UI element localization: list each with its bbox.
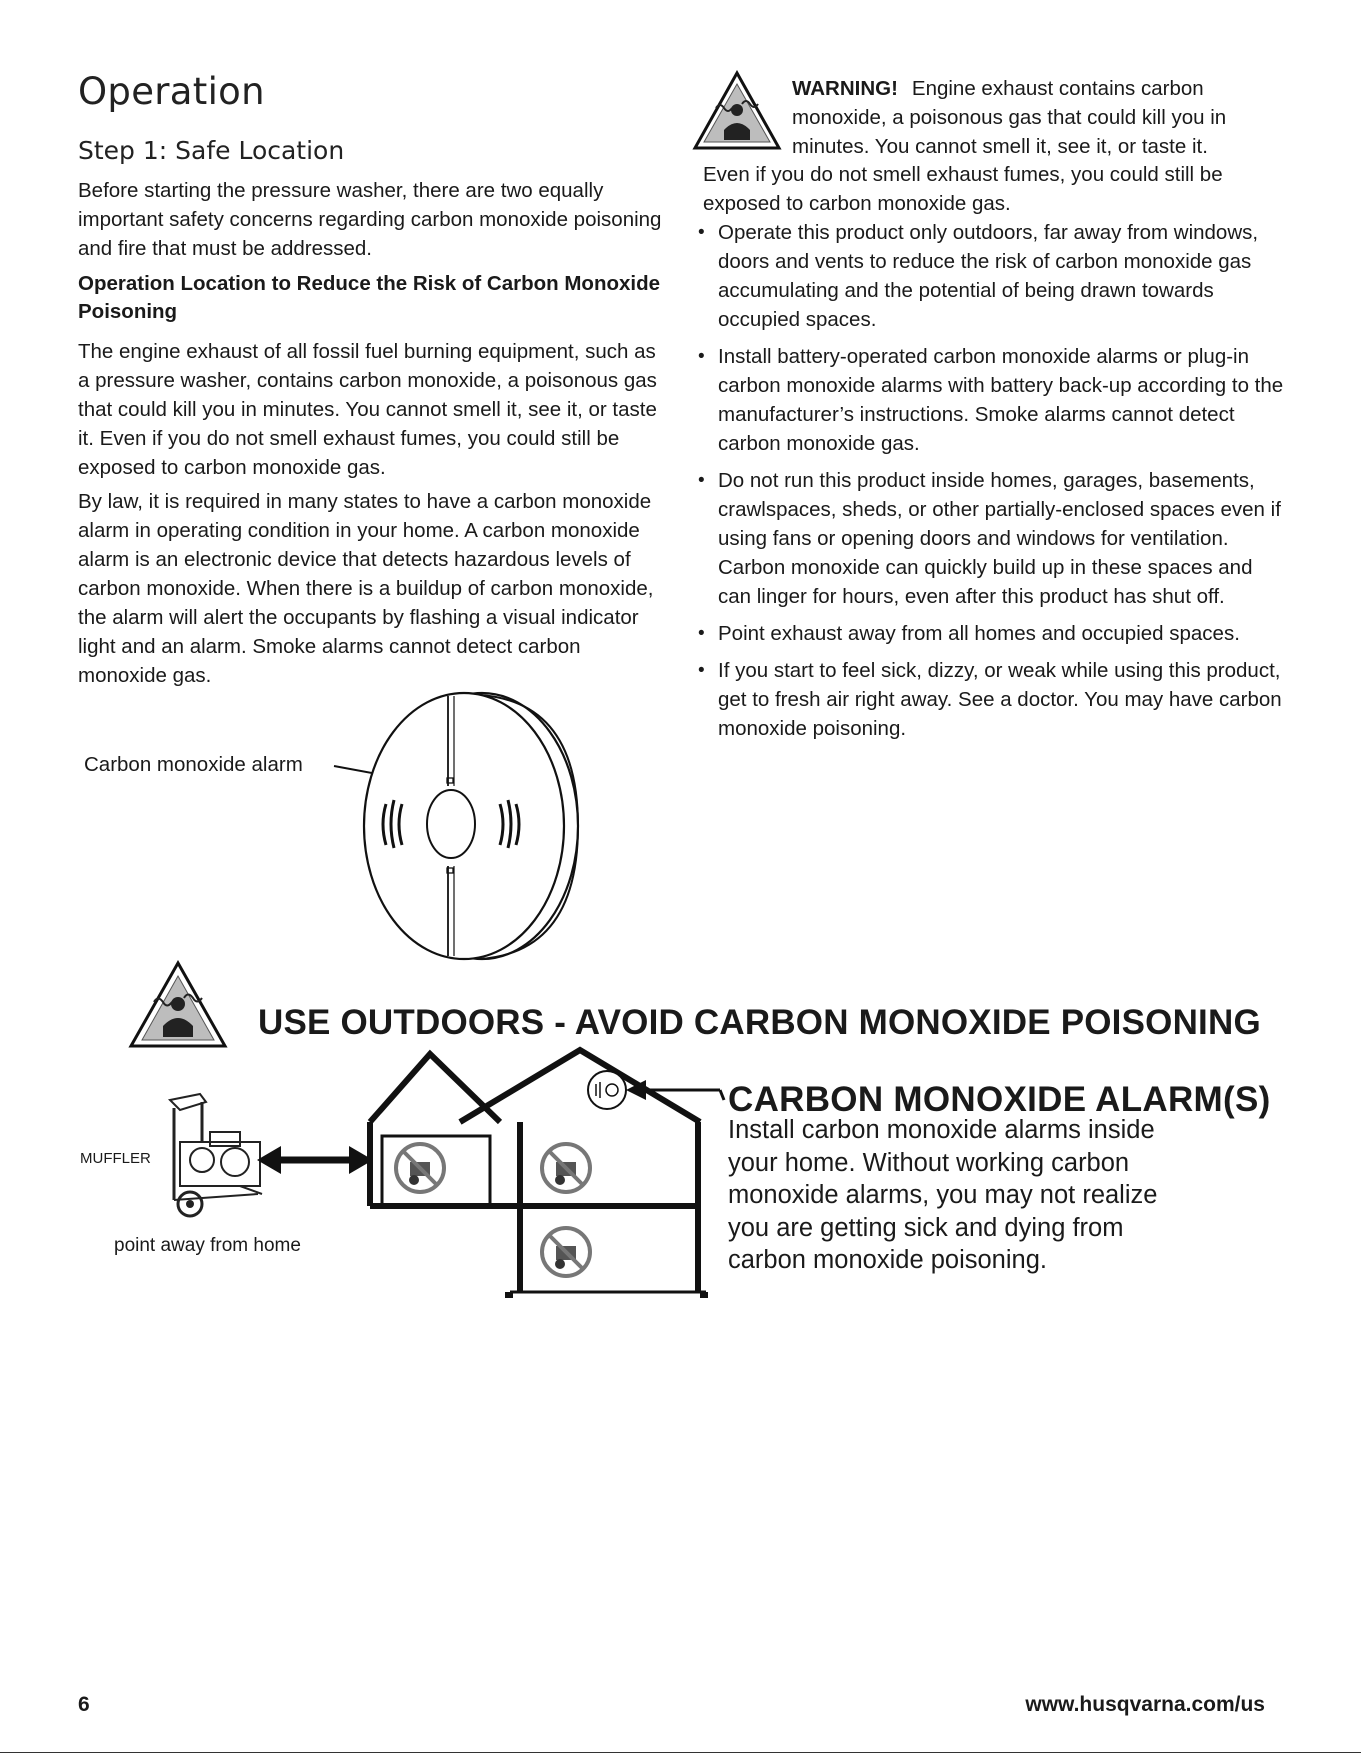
warning-body: Engine exhaust contains carbon monoxide, a poisonous gas that could kill you in minutes. You cannot smell it, see it, or taste it.: [792, 77, 1227, 158]
alarm-text: Install carbon monoxide alarms inside your home. Without working carbon monoxide alarms, you may not realize you are getting sick and dying from carbon monoxide poisoning.: [728, 1116, 1158, 1274]
co-gas-warning-triangle-icon: [128, 960, 228, 1050]
intro-paragraph: Before starting the pressure washer, there are two equally important safety concerns regarding carbon monoxide poisoning and fire that must be addressed.: [78, 179, 662, 260]
warning-label: WARNING!: [792, 77, 898, 100]
page-number: 6: [78, 1693, 90, 1716]
law-paragraph: By law, it is required in many states to have a carbon monoxide alarm in operating condition in your home. A carbon monoxide alarm is an electronic device that detects hazardous levels of carbon monoxide. When there is a buildup of carbon monoxide, the alarm will alert the occupants by flashing a visual indicator light and an alarm. Smoke alarms cannot detect carbon monoxide gas.: [78, 490, 654, 687]
footer-url: www.husqvarna.com/us: [1025, 1693, 1265, 1716]
list-item: • Install battery-operated carbon monoxide alarms or plug-in carbon monoxide alarms with battery back-up according to the manufacturer’s instructions. Smoke alarms cannot detect carbon monoxide gas.: [696, 342, 1286, 458]
warning-text: [792, 74, 1292, 161]
banner-headline: USE OUTDOORS - AVOID CARBON MONOXIDE POISONING: [258, 1003, 1261, 1042]
page-title: Operation: [78, 70, 265, 113]
list-item: • Point exhaust away from all homes and occupied spaces.: [696, 619, 1286, 648]
arrow-icon: [626, 1076, 726, 1106]
double-arrow-icon: [255, 1140, 375, 1180]
point-away-label: point away from home: [114, 1235, 301, 1256]
prohibited-engine-icon: [538, 1224, 594, 1280]
list-item: • If you start to feel sick, dizzy, or weak while using this product, get to fresh air right away. See a doctor. You may have carbon monoxide poisoning.: [696, 656, 1286, 743]
list-item: • Operate this product only outdoors, far away from windows, doors and vents to reduce the risk of carbon monoxide gas accumulating and the potential of being drawn towards occupied spaces.: [696, 218, 1286, 334]
alarm-title: CARBON MONOXIDE ALARM(S): [728, 1080, 1271, 1119]
warning-continuation: Even if you do not smell exhaust fumes, you could still be exposed to carbon monoxide gas.: [703, 163, 1223, 215]
step-heading: Step 1: Safe Location: [78, 136, 345, 165]
prohibited-engine-icon: [392, 1140, 448, 1196]
warning-bullet-list: [696, 218, 1286, 751]
subheading: Operation Location to Reduce the Risk of Carbon Monoxide Poisoning: [78, 272, 661, 323]
exhaust-paragraph: The engine exhaust of all fossil fuel burning equipment, such as a pressure washer, contains carbon monoxide, a poisonous gas that could kill you in minutes. You cannot smell it, see it, or taste it. Even if you do not smell exhaust fumes, you could still be exposed to carbon monoxide gas.: [78, 340, 657, 479]
muffler-label: MUFFLER: [80, 1150, 151, 1167]
list-item: • Do not run this product inside homes, garages, basements, crawlspaces, sheds, or other partially-enclosed spaces even if using fans or opening doors and windows for ventilation. Carbon monoxide can quickly build up in these spaces and can linger for hours, even after this product has shut off.: [696, 466, 1286, 611]
alarm-label: Carbon monoxide alarm: [84, 753, 303, 776]
co-alarm-illustration: [330, 690, 590, 970]
prohibited-engine-icon: [538, 1140, 594, 1196]
divider: [0, 1752, 1361, 1753]
co-gas-warning-triangle-icon: [692, 70, 782, 152]
